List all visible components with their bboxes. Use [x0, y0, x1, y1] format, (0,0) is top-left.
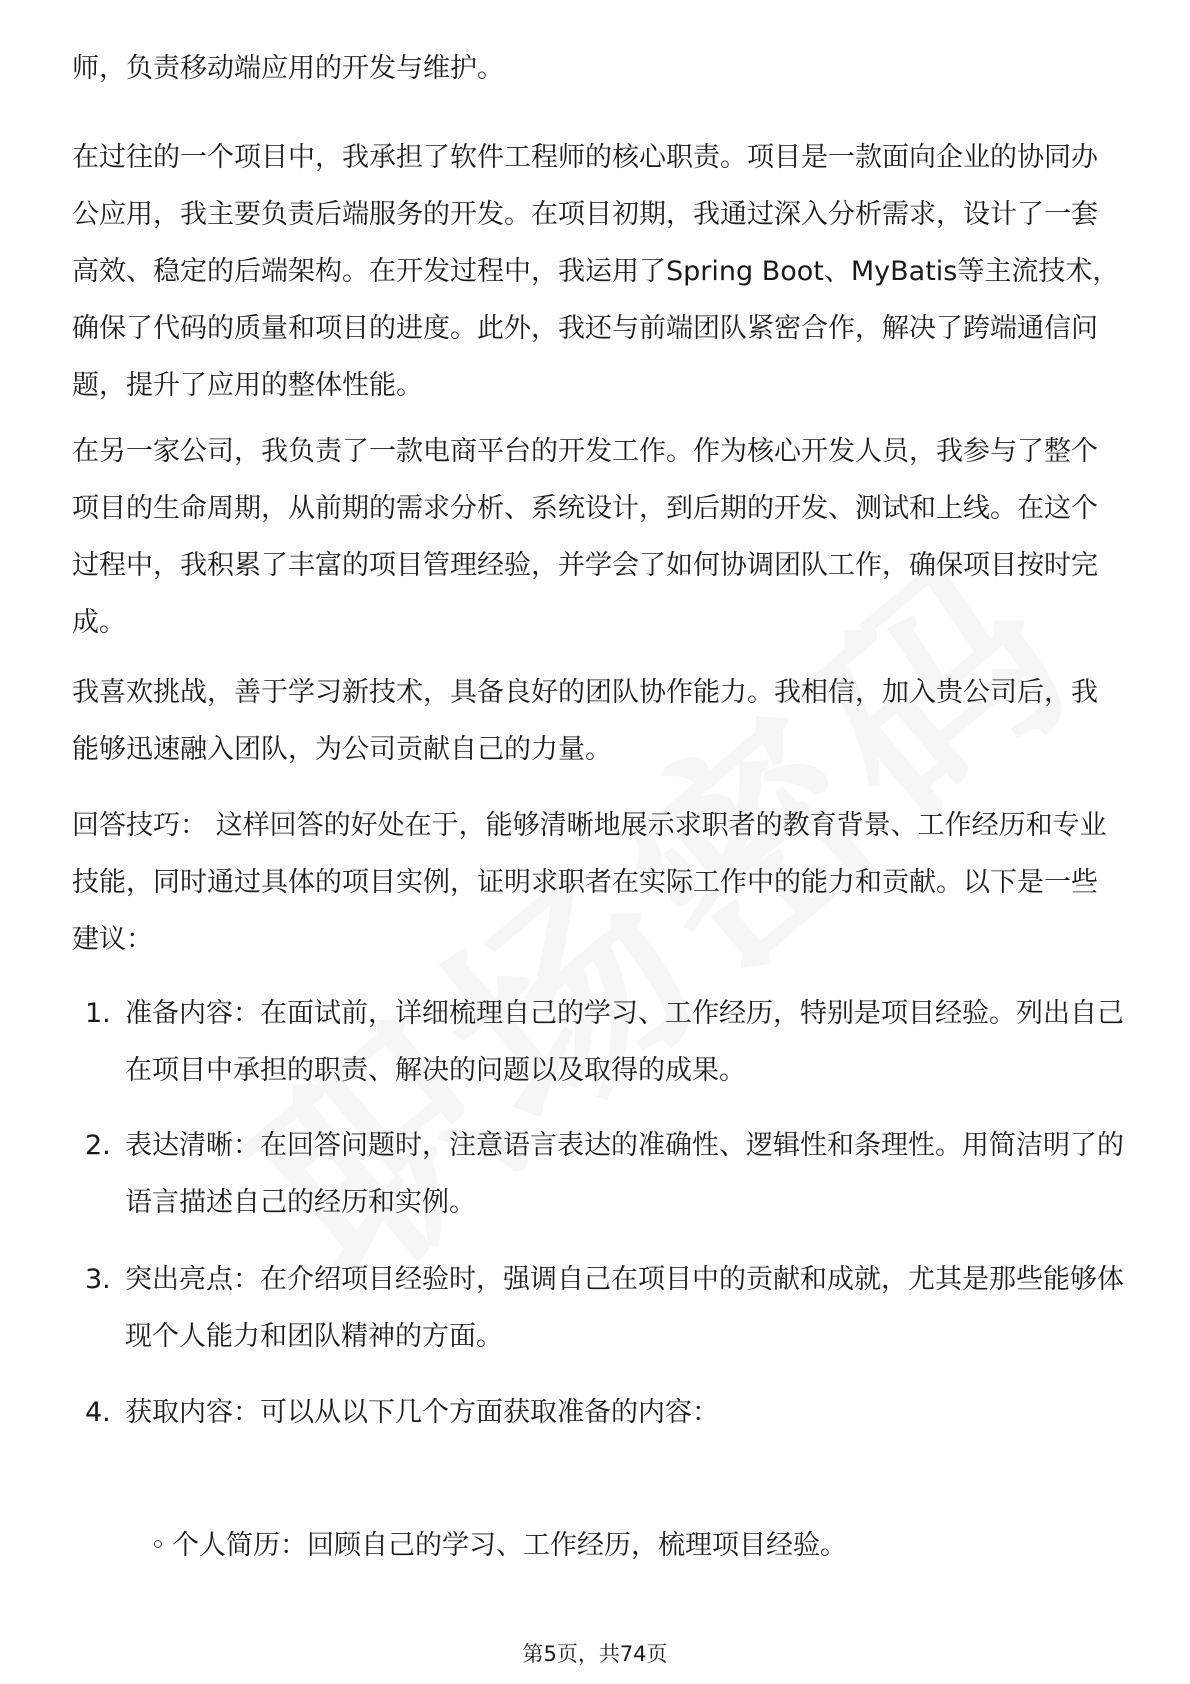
list-item-text: 获取内容：可以从以下几个方面获取准备的内容： — [125, 1397, 719, 1428]
list-item-obtain — [85, 1384, 1125, 1441]
sub-list-item-text: 个人简历：回顾自己的学习、工作经历，梳理项目经验。 — [172, 1530, 847, 1561]
list-item-express — [85, 1117, 1125, 1231]
list-number: 3. — [85, 1264, 111, 1295]
paragraph-intro-continuation: 师，负责移动端应用的开发与维护。 — [72, 53, 504, 84]
list-item-highlight — [85, 1251, 1125, 1365]
paragraph-project-experience: 在过往的一个项目中，我承担了软件工程师的核心职责。项目是一款面向企业的协同办公应用，我主要负责后端服务的开发。在项目初期，我通过深入分析需求，设计了一套高效、稳定的后端架构。在开发过程中，我运用了Spring Boot、MyBatis等主流技术，确保了代码的质量和项目的进度。此外，我还与前端团队紧密合作，解决了跨端通信问题，提升了应用的整体性能。 — [72, 142, 1120, 401]
paragraph-answer-tips: 回答技巧： 这样回答的好处在于，能够清晰地展示求职者的教育背景、工作经历和专业技能，同时通过具体的项目实例，证明求职者在实际工作中的能力和贡献。以下是一些建议： — [72, 810, 1107, 955]
list-item-text: 准备内容：在面试前，详细梳理自己的学习、工作经历，特别是项目经验。列出自己在项目中承担的职责、解决的问题以及取得的成果。 — [125, 998, 1124, 1086]
sub-list-item-resume — [150, 1517, 1100, 1574]
paragraph-personal-traits: 我喜欢挑战，善于学习新技术，具备良好的团队协作能力。我相信，加入贵公司后，我能够迅速融入团队，为公司贡献自己的力量。 — [72, 677, 1098, 765]
list-number: 1. — [85, 998, 111, 1029]
list-item-text: 表达清晰：在回答问题时，注意语言表达的准确性、逻辑性和条理性。用简洁明了的语言描述自己的经历和实例。 — [125, 1130, 1124, 1218]
list-item-prepare — [85, 985, 1125, 1099]
paragraph-ecommerce-experience: 在另一家公司，我负责了一款电商平台的开发工作。作为核心开发人员，我参与了整个项目的生命周期，从前期的需求分析、系统设计，到后期的开发、测试和上线。在这个过程中，我积累了丰富的项目管理经验，并学会了如何协调团队工作，确保项目按时完成。 — [72, 436, 1098, 638]
list-number: 2. — [85, 1130, 111, 1161]
list-number: 4. — [85, 1397, 111, 1428]
page-footer: 第5页，共74页 — [522, 1642, 668, 1666]
bullet-icon: ◦ — [150, 1530, 166, 1561]
list-item-text: 突出亮点：在介绍项目经验时，强调自己在项目中的贡献和成就，尤其是那些能够体现个人能力和团队精神的方面。 — [125, 1264, 1124, 1352]
